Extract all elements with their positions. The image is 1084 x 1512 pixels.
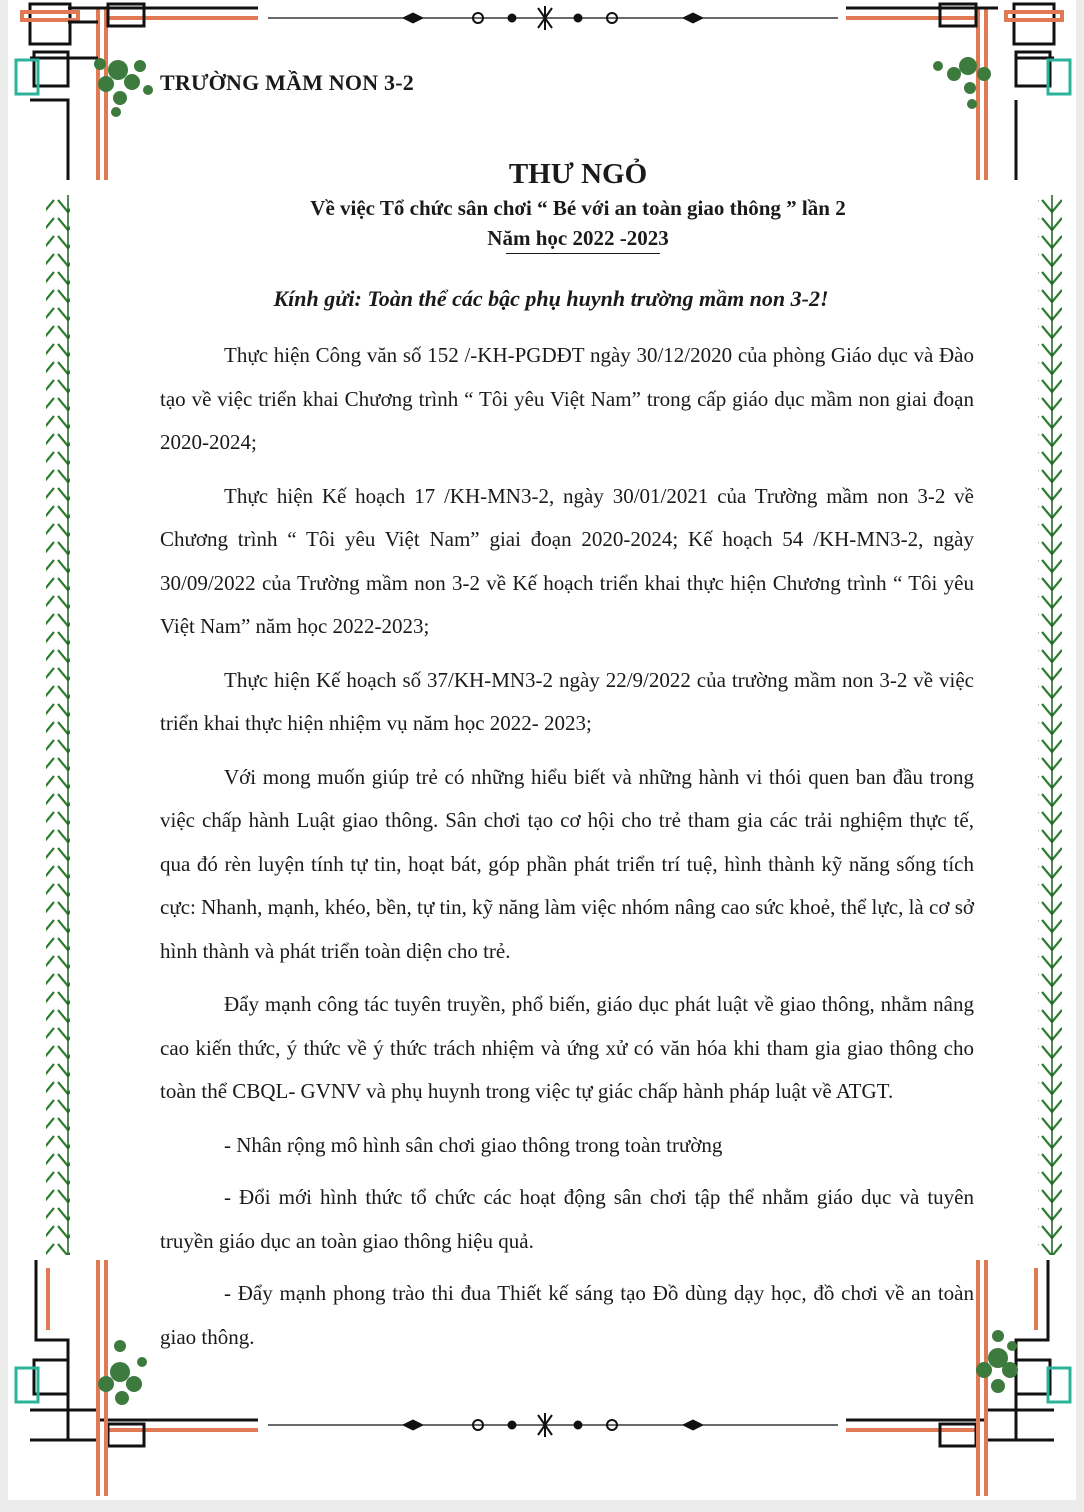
leaf-cluster-bottom-left — [98, 1340, 147, 1405]
paragraph: Thực hiện Kế hoạch 17 /KH-MN3-2, ngày 30/01/2021 của Trường mầm non 3-2 về Chương trình “ Tôi yêu Việt Nam” giai đoạn 2020-2024; Kế hoạch 54 /KH-MN3-2, ngày 30/09/2022 của Trường mầm non 3-2 về Kế hoạch triển khai thực hiện Chương trình “ Tôi yêu Việt Nam” năm học 2022-2023; — [160, 483, 974, 638]
greeting: Kính gửi: Toàn thể các bậc phụ huynh trường mầm non 3-2! — [273, 286, 829, 311]
letter-page — [8, 0, 1076, 1500]
paragraph: Thực hiện Công văn số 152 /-KH-PGDĐT ngày 30/12/2020 của phòng Giáo dục và Đào tạo về việc triển khai Chương trình “ Tôi yêu Việt Nam” trong cấp giáo dục mầm non giai đoạn 2020-2024; — [160, 343, 974, 454]
leaf-cluster-top-right — [933, 57, 991, 109]
bullet-item: - Nhân rộng mô hình sân chơi giao thông trong toàn trường — [224, 1132, 723, 1157]
letter-body — [160, 334, 974, 1368]
top-divider-ornament — [268, 6, 838, 30]
letter-subtitle: Về việc Tổ chức sân chơi “ Bé với an toàn giao thông ” lần 2 — [310, 196, 846, 220]
paragraph: Đẩy mạnh công tác tuyên truyền, phổ biến, giáo dục phát luật về giao thông, nhằm nâng cao kiến thức, ý thức về ý thức trách nhiệm và ứng xử có văn hóa khi tham gia giao thông cho toàn thể CBQL- GVNV và phụ huynh trong việc tự giác chấp hành pháp luật về ATGT. — [160, 992, 974, 1103]
corner-ornament-top-right — [846, 4, 1070, 180]
right-vine-border — [1038, 195, 1062, 1255]
paragraph: Thực hiện Kế hoạch số 37/KH-MN3-2 ngày 22/9/2022 của trường mầm non 3-2 về việc triển khai thực hiện nhiệm vụ năm học 2022- 2023; — [160, 667, 974, 735]
leaf-cluster-top-left — [94, 58, 153, 117]
bottom-divider-ornament — [268, 1413, 838, 1437]
school-name: TRƯỜNG MẦM NON 3-2 — [160, 70, 414, 95]
letter-title: THƯ NGỎ — [508, 158, 648, 190]
bullet-item: - Đổi mới hình thức tổ chức các hoạt động sân chơi tập thể nhằm giáo dục và tuyên truyền giáo dục an toàn giao thông hiệu quả. — [160, 1185, 974, 1253]
left-vine-border — [46, 195, 70, 1255]
year-underline — [506, 253, 660, 254]
leaf-cluster-bottom-right — [976, 1330, 1018, 1393]
school-year: Năm học 2022 -2023 — [487, 226, 669, 250]
bullet-item: - Đẩy mạnh phong trào thi đua Thiết kế sáng tạo Đồ dùng dạy học, đồ chơi về an toàn giao thông. — [160, 1281, 974, 1349]
paragraph: Với mong muốn giúp trẻ có những hiểu biết và những hành vi thói quen ban đầu trong việc chấp hành Luật giao thông. Sân chơi tạo cơ hội cho trẻ tham gia các trải nghiệm thực tế, qua đó rèn luyện tính tự tin, hoạt bát, góp phần phát triển trí tuệ, hình thành kỹ năng sống tích cực: Nhanh, mạnh, khéo, bền, tự tin, kỹ năng làm việc nhóm nâng cao sức khoẻ, thể lực, là cơ sở hình thành và phát triển toàn diện cho trẻ. — [160, 764, 974, 963]
